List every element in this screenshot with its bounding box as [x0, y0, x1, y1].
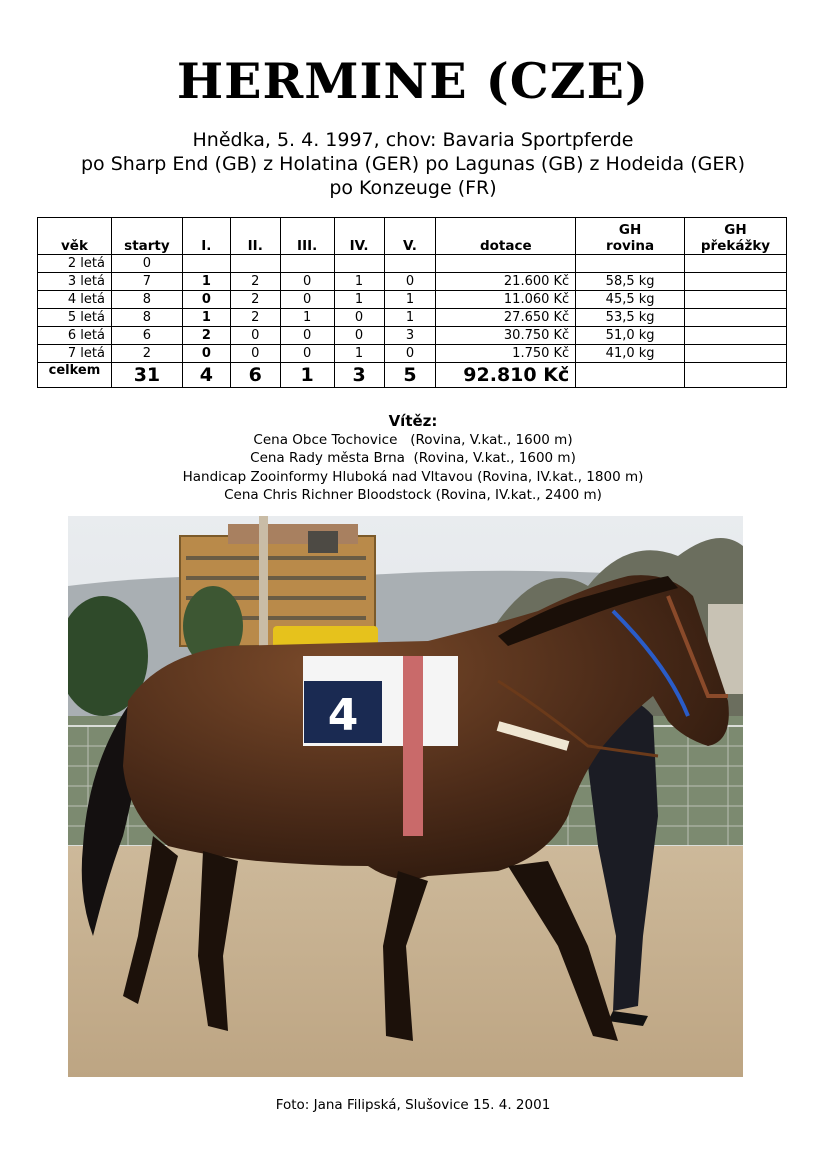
total-cell-gh_flat — [576, 363, 685, 388]
header-fourth: IV. — [334, 218, 384, 255]
table-cell-prize: 21.600 Kč — [436, 273, 576, 291]
table-cell-gh_flat: 45,5 kg — [576, 291, 685, 309]
table-cell-age: 3 letá — [38, 273, 112, 291]
table-cell-p4: 0 — [334, 327, 384, 345]
winners-section — [0, 412, 826, 505]
table-cell-gh_flat: 53,5 kg — [576, 309, 685, 327]
table-cell-p5 — [384, 255, 436, 273]
total-cell-prize: 92.810 Kč — [436, 363, 576, 388]
table-cell-p3: 0 — [280, 291, 334, 309]
table-cell-p4: 1 — [334, 273, 384, 291]
table-cell-p5: 0 — [384, 273, 436, 291]
total-cell-age: celkem — [38, 363, 112, 388]
table-cell-gh_flat: 58,5 kg — [576, 273, 685, 291]
table-cell-p1: 1 — [182, 309, 230, 327]
table-cell-starts: 8 — [111, 291, 182, 309]
table-cell-p2: 0 — [230, 327, 280, 345]
table-cell-gh_flat — [576, 255, 685, 273]
table-cell-p4: 1 — [334, 345, 384, 363]
total-cell-p4: 3 — [334, 363, 384, 388]
saddle-number: 4 — [327, 690, 359, 741]
table-cell-starts: 2 — [111, 345, 182, 363]
table-cell-p3: 0 — [280, 345, 334, 363]
header-second: II. — [230, 218, 280, 255]
table-cell-age: 2 letá — [38, 255, 112, 273]
table-row — [38, 345, 787, 363]
table-cell-gh_jump — [685, 309, 787, 327]
table-cell-p5: 0 — [384, 345, 436, 363]
winners-heading: Vítěz: — [388, 412, 438, 430]
table-row — [38, 255, 787, 273]
table-cell-p2: 2 — [230, 291, 280, 309]
table-cell-p5: 1 — [384, 291, 436, 309]
header-starts: starty — [111, 218, 182, 255]
table-cell-gh_flat: 41,0 kg — [576, 345, 685, 363]
table-cell-p4 — [334, 255, 384, 273]
table-cell-starts: 6 — [111, 327, 182, 345]
table-cell-gh_jump — [685, 273, 787, 291]
table-cell-gh_jump — [685, 291, 787, 309]
table-cell-p3: 0 — [280, 273, 334, 291]
table-cell-age: 4 letá — [38, 291, 112, 309]
table-row — [38, 327, 787, 345]
table-cell-starts: 0 — [111, 255, 182, 273]
table-cell-p1: 0 — [182, 345, 230, 363]
total-cell-starts: 31 — [111, 363, 182, 388]
table-cell-gh_jump — [685, 255, 787, 273]
total-cell-p2: 6 — [230, 363, 280, 388]
table-cell-prize: 11.060 Kč — [436, 291, 576, 309]
winner-line: Cena Rady města Brna (Rovina, V.kat., 1600 m) — [250, 450, 576, 466]
table-cell-prize — [436, 255, 576, 273]
table-cell-prize: 30.750 Kč — [436, 327, 576, 345]
table-cell-p4: 1 — [334, 291, 384, 309]
table-header-row — [38, 218, 787, 255]
winner-line: Cena Chris Richner Bloodstock (Rovina, IV.kat., 2400 m) — [224, 487, 602, 503]
table-cell-p2: 0 — [230, 345, 280, 363]
total-cell-gh_jump — [685, 363, 787, 388]
table-cell-p5: 1 — [384, 309, 436, 327]
table-cell-p3 — [280, 255, 334, 273]
table-cell-gh_flat: 51,0 kg — [576, 327, 685, 345]
table-cell-age: 7 letá — [38, 345, 112, 363]
table-cell-p3: 1 — [280, 309, 334, 327]
header-gh-flat: GH rovina — [576, 218, 685, 255]
header-gh-jump: GH překážky — [685, 218, 787, 255]
subtitle-line-3: po Konzeuge (FR) — [329, 177, 497, 199]
header-fifth: V. — [384, 218, 436, 255]
table-cell-p2 — [230, 255, 280, 273]
winner-line: Cena Obce Tochovice (Rovina, V.kat., 1600 m) — [253, 431, 573, 448]
table-cell-p3: 0 — [280, 327, 334, 345]
race-stats-table — [37, 217, 787, 388]
table-cell-age: 5 letá — [38, 309, 112, 327]
header-age: věk — [38, 218, 112, 255]
photo-caption: Foto: Jana Filipská, Slušovice 15. 4. 2001 — [275, 1097, 551, 1113]
subtitle-line-1: Hnědka, 5. 4. 1997, chov: Bavaria Sportpferde — [192, 129, 634, 151]
header-prize: dotace — [436, 218, 576, 255]
table-cell-age: 6 letá — [38, 327, 112, 345]
table-cell-p1: 1 — [182, 273, 230, 291]
table-cell-p4: 0 — [334, 309, 384, 327]
winner-line: Handicap Zooinformy Hluboká nad Vltavou (Rovina, IV.kat., 1800 m) — [182, 468, 644, 485]
table-cell-prize: 1.750 Kč — [436, 345, 576, 363]
subtitle-line-2: po Sharp End (GB) z Holatina (GER) po Lagunas (GB) z Hodeida (GER) — [81, 153, 745, 175]
table-cell-p5: 3 — [384, 327, 436, 345]
table-cell-p1: 0 — [182, 291, 230, 309]
table-cell-p2: 2 — [230, 273, 280, 291]
table-cell-p1: 2 — [182, 327, 230, 345]
table-total-row — [38, 363, 787, 388]
header-first: I. — [182, 218, 230, 255]
table-cell-prize: 27.650 Kč — [436, 309, 576, 327]
total-cell-p5: 5 — [384, 363, 436, 388]
total-cell-p1: 4 — [182, 363, 230, 388]
table-cell-starts: 8 — [111, 309, 182, 327]
table-row — [38, 273, 787, 291]
horse-photo — [68, 516, 743, 1077]
table-cell-p2: 2 — [230, 309, 280, 327]
table-row — [38, 309, 787, 327]
table-cell-starts: 7 — [111, 273, 182, 291]
table-row — [38, 291, 787, 309]
page-title: HERMINE (CZE) — [176, 52, 650, 110]
header-third: III. — [280, 218, 334, 255]
table-cell-gh_jump — [685, 345, 787, 363]
table-cell-gh_jump — [685, 327, 787, 345]
total-cell-p3: 1 — [280, 363, 334, 388]
table-cell-p1 — [182, 255, 230, 273]
